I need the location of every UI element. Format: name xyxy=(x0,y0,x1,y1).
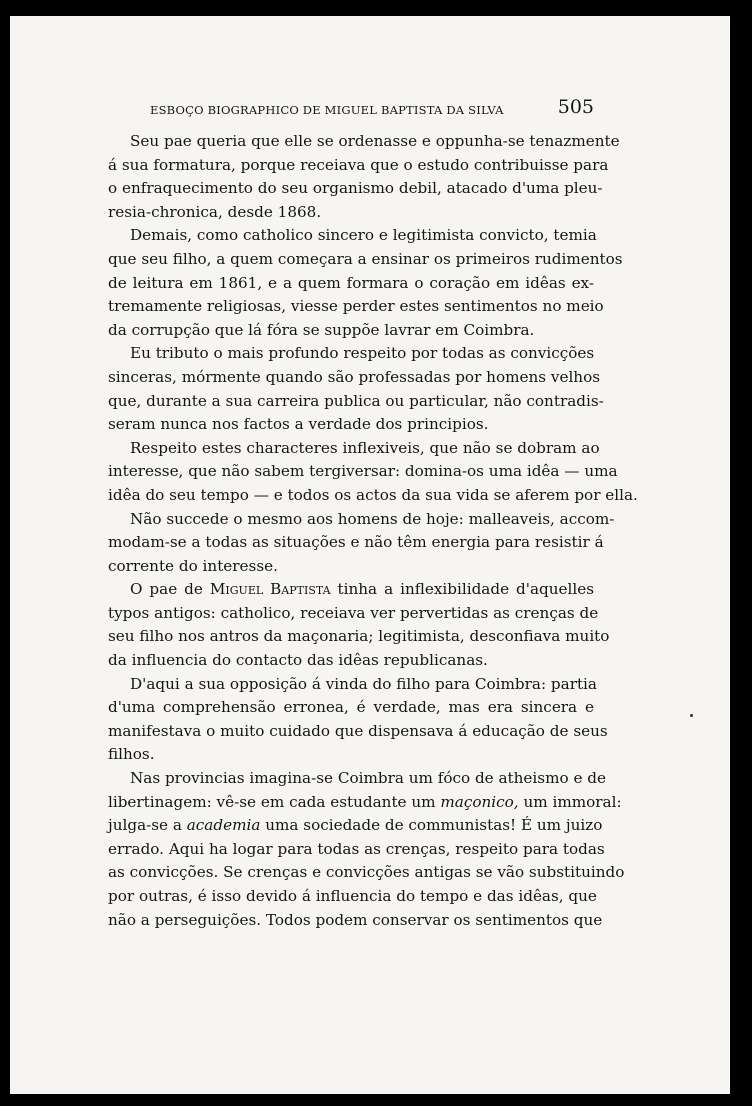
text-line: typos antigos: catholico, receiava ver pervertidas as crenças de xyxy=(108,603,599,622)
text-span: uma sociedade de communistas! É um juizo xyxy=(260,816,603,835)
text-line: tremamente religiosas, viesse perder estes sentimentos no meio xyxy=(108,297,604,316)
text-line: Eu tributo o mais profundo respeito por todas as convicções xyxy=(130,344,595,363)
text-line: que, durante a sua carreira publica ou particular, não contradis- xyxy=(108,391,604,410)
text-line: da corrupção que lá fóra se suppõe lavrar em Coimbra. xyxy=(108,320,535,339)
text-line: Seu pae queria que elle se ordenasse e oppunha-se tenazmente xyxy=(130,132,620,150)
text-line: as convicções. Se crenças e convicções antigas se vão substituindo xyxy=(108,863,625,882)
text-span: julga-se a xyxy=(108,816,187,835)
text-line: d'uma comprehensão erronea, é verdade, mas era sincera e xyxy=(108,698,594,717)
text-line: seram nunca nos factos a verdade dos principios. xyxy=(108,415,489,434)
book-page xyxy=(10,16,730,1094)
text-line: Nas provincias imagina-se Coimbra um fóco de atheismo e de xyxy=(130,769,606,788)
text-line: á sua formatura, porque receiava que o estudo contribuisse para xyxy=(108,155,609,174)
text-line: interesse, que não sabem tergiversar: domina-os uma idêa — uma xyxy=(108,462,618,481)
body-text xyxy=(108,130,638,932)
paragraph xyxy=(108,767,625,932)
text-line: filhos. xyxy=(108,745,155,764)
text-span: O pae de xyxy=(130,580,210,599)
paragraph xyxy=(108,224,623,342)
author-name: Miguel Baptista xyxy=(209,580,331,599)
text-line: da influencia do contacto das idêas republicanas. xyxy=(108,651,488,670)
paragraph xyxy=(108,673,608,767)
page-number: 505 xyxy=(557,96,594,118)
text-line: por outras, é isso devido á influencia do tempo e das idêas, que xyxy=(108,887,597,905)
text-line: Respeito estes characteres inflexiveis, que não se dobram ao xyxy=(130,438,600,457)
text-span: tinha a inflexibilidade d'aquelles xyxy=(330,580,594,599)
text-line: corrente do interesse. xyxy=(108,556,278,575)
paragraph xyxy=(108,342,604,436)
text-line: Demais, como catholico sincero e legitimista convicto, temia xyxy=(130,226,597,245)
running-title: ESBOÇO BIOGRAPHICO DE MIGUEL BAPTISTA DA SILVA xyxy=(150,103,504,117)
italic-term: maçonico, xyxy=(440,792,519,811)
text-line: resia-chronica, desde 1868. xyxy=(108,202,322,221)
scan-speck xyxy=(690,714,693,717)
text-line: errado. Aqui ha logar para todas as crenças, respeito para todas xyxy=(108,839,605,858)
text-line: D'aqui a sua opposição á vinda do filho para Coimbra: partia xyxy=(130,674,597,693)
paragraph xyxy=(108,130,620,224)
text-line: não a perseguições. Todos podem conservar os sentimentos que xyxy=(108,910,603,929)
text-line: Não succede o mesmo aos homens de hoje: malleaveis, accom- xyxy=(130,509,615,528)
italic-term: academia xyxy=(186,816,261,835)
text-line xyxy=(108,814,603,838)
text-span: libertinagem: vê-se em cada estudante um xyxy=(108,792,441,811)
paragraph xyxy=(108,437,638,508)
text-line xyxy=(108,791,622,815)
text-line xyxy=(108,578,594,602)
text-line: o enfraquecimento do seu organismo debil, atacado d'uma pleu- xyxy=(108,179,603,198)
text-line: manifestava o muito cuidado que dispensava á educação de seus xyxy=(108,721,608,740)
text-span: um immoral: xyxy=(518,792,622,811)
text-line: sinceras, mórmente quando são professadas por homens velhos xyxy=(108,367,601,386)
text-line: idêa do seu tempo — e todos os actos da sua vida se aferem por ella. xyxy=(108,485,638,504)
paragraph xyxy=(108,578,610,672)
text-line: modam-se a todas as situações e não têm energia para resistir á xyxy=(108,533,604,552)
text-line: de leitura em 1861, e a quem formara o coração em idêas ex- xyxy=(108,273,594,292)
paragraph xyxy=(108,508,615,579)
text-line: seu filho nos antros da maçonaria; legitimista, desconfiava muito xyxy=(108,627,610,646)
text-line: que seu filho, a quem começara a ensinar os primeiros rudimentos xyxy=(108,249,623,268)
